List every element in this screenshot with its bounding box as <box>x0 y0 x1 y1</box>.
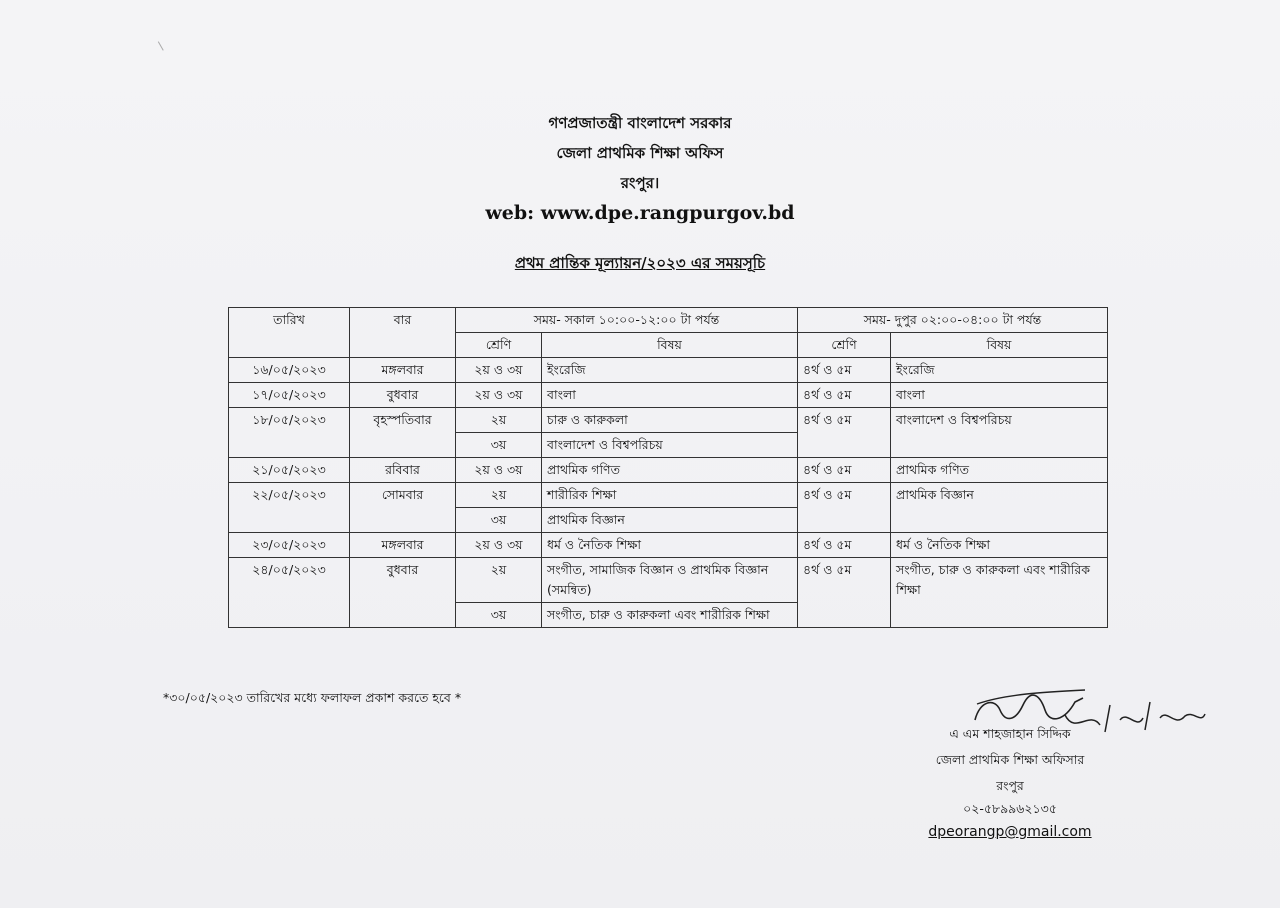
day-cell: রবিবার <box>350 458 456 483</box>
office-heading: জেলা প্রাথমিক শিক্ষা অফিস <box>556 144 724 162</box>
officer-designation: জেলা প্রাথমিক শিক্ষা অফিসার <box>935 752 1085 767</box>
afternoon-subject-cell: প্রাথমিক বিজ্ঞান <box>891 483 1108 533</box>
morning-class-cell: ২য় <box>456 483 542 508</box>
officer-place: রংপুর <box>996 778 1024 793</box>
document-title-text: প্রথম প্রান্তিক মূল্যায়ন/২০২৩ এর সময়সূচি <box>514 254 766 272</box>
govt-heading: গণপ্রজাতন্ত্রী বাংলাদেশ সরকার <box>548 114 732 132</box>
morning-session-header: সময়- সকাল ১০:০০-১২:০০ টা পর্যন্ত <box>456 308 798 333</box>
morning-class-cell: ২য় ও ৩য় <box>456 458 542 483</box>
day-cell: মঙ্গলবার <box>350 533 456 558</box>
morning-subject-cell: শারীরিক শিক্ষা <box>542 483 798 508</box>
table-row <box>229 458 1108 483</box>
day-cell: সোমবার <box>350 483 456 533</box>
schedule-table <box>228 307 1108 628</box>
afternoon-subject-cell: বাংলাদেশ ও বিশ্বপরিচয় <box>891 408 1108 458</box>
morning-class-cell: ২য় <box>456 408 542 433</box>
afternoon-subject-cell: ইংরেজি <box>891 358 1108 383</box>
morning-subject-cell: সংগীত, চারু ও কারুকলা এবং শারীরিক শিক্ষা <box>542 603 798 628</box>
scan-mark <box>158 39 167 50</box>
afternoon-subject-cell: বাংলা <box>891 383 1108 408</box>
afternoon-session-header: সময়- দুপুর ০২:০০-০৪:০০ টা পর্যন্ত <box>798 308 1108 333</box>
morning-subject-cell: বাংলা <box>542 383 798 408</box>
date-cell: ২৪/০৫/২০২৩ <box>229 558 350 628</box>
table-row <box>229 533 1108 558</box>
afternoon-subject-cell: প্রাথমিক গণিত <box>891 458 1108 483</box>
morning-subject-cell: ইংরেজি <box>542 358 798 383</box>
day-cell: মঙ্গলবার <box>350 358 456 383</box>
officer-email[interactable]: dpeorangp@gmail.com <box>928 824 1092 840</box>
afternoon-subject-cell: সংগীত, চারু ও কারুকলা এবং শারীরিক শিক্ষা <box>891 558 1108 628</box>
district-heading: রংপুর। <box>620 174 660 192</box>
officer-phone: ০২-৫৮৯৯৬২১৩৫ <box>963 801 1057 816</box>
date-cell: ২১/০৫/২০২৩ <box>229 458 350 483</box>
table-row <box>229 358 1108 383</box>
afternoon-class-cell: ৪র্থ ও ৫ম <box>798 558 891 628</box>
morning-subject-cell: ধর্ম ও নৈতিক শিক্ষা <box>542 533 798 558</box>
morning-class-cell: ৩য় <box>456 508 542 533</box>
afternoon-class-header: শ্রেণি <box>798 333 891 358</box>
morning-subject-cell: সংগীত, সামাজিক বিজ্ঞান ও প্রাথমিক বিজ্ঞান (সমন্বিত) <box>542 558 798 603</box>
table-row <box>229 408 1108 433</box>
afternoon-class-cell: ৪র্থ ও ৫ম <box>798 408 891 458</box>
table-row <box>229 383 1108 408</box>
afternoon-class-cell: ৪র্থ ও ৫ম <box>798 383 891 408</box>
afternoon-class-cell: ৪র্থ ও ৫ম <box>798 358 891 383</box>
morning-class-cell: ২য় ও ৩য় <box>456 533 542 558</box>
afternoon-subject-header: বিষয় <box>891 333 1108 358</box>
date-cell: ১৮/০৫/২০২৩ <box>229 408 350 458</box>
afternoon-class-cell: ৪র্থ ও ৫ম <box>798 533 891 558</box>
morning-subject-cell: চারু ও কারুকলা <box>542 408 798 433</box>
result-deadline-note: *৩০/০৫/২০২৩ তারিখের মধ্যে ফলাফল প্রকাশ করতে হবে * <box>163 690 462 705</box>
morning-subject-cell: প্রাথমিক গণিত <box>542 458 798 483</box>
morning-class-cell: ২য় ও ৩য় <box>456 358 542 383</box>
table-row <box>229 483 1108 508</box>
col-date-header: তারিখ <box>229 308 350 358</box>
morning-class-cell: ৩য় <box>456 603 542 628</box>
morning-class-cell: ২য় ও ৩য় <box>456 383 542 408</box>
date-cell: ২২/০৫/২০২৩ <box>229 483 350 533</box>
col-day-header: বার <box>350 308 456 358</box>
morning-class-cell: ২য় <box>456 558 542 603</box>
morning-subject-cell: বাংলাদেশ ও বিশ্বপরিচয় <box>542 433 798 458</box>
morning-subject-header: বিষয় <box>542 333 798 358</box>
table-row <box>229 558 1108 603</box>
day-cell: বুধবার <box>350 558 456 628</box>
afternoon-class-cell: ৪র্থ ও ৫ম <box>798 458 891 483</box>
day-cell: বৃহস্পতিবার <box>350 408 456 458</box>
day-cell: বুধবার <box>350 383 456 408</box>
afternoon-class-cell: ৪র্থ ও ৫ম <box>798 483 891 533</box>
morning-class-header: শ্রেণি <box>456 333 542 358</box>
morning-class-cell: ৩য় <box>456 433 542 458</box>
website-line: web: www.dpe.rangpurgov.bd <box>485 202 795 224</box>
date-cell: ২৩/০৫/২০২৩ <box>229 533 350 558</box>
officer-name: এ এম শাহজাহান সিদ্দিক <box>949 726 1071 741</box>
date-cell: ১৬/০৫/২০২৩ <box>229 358 350 383</box>
document-title <box>0 252 1280 277</box>
morning-subject-cell: প্রাথমিক বিজ্ঞান <box>542 508 798 533</box>
afternoon-subject-cell: ধর্ম ও নৈতিক শিক্ষা <box>891 533 1108 558</box>
date-cell: ১৭/০৫/২০২৩ <box>229 383 350 408</box>
header-row-1 <box>229 308 1108 333</box>
schedule-body <box>229 308 1108 628</box>
